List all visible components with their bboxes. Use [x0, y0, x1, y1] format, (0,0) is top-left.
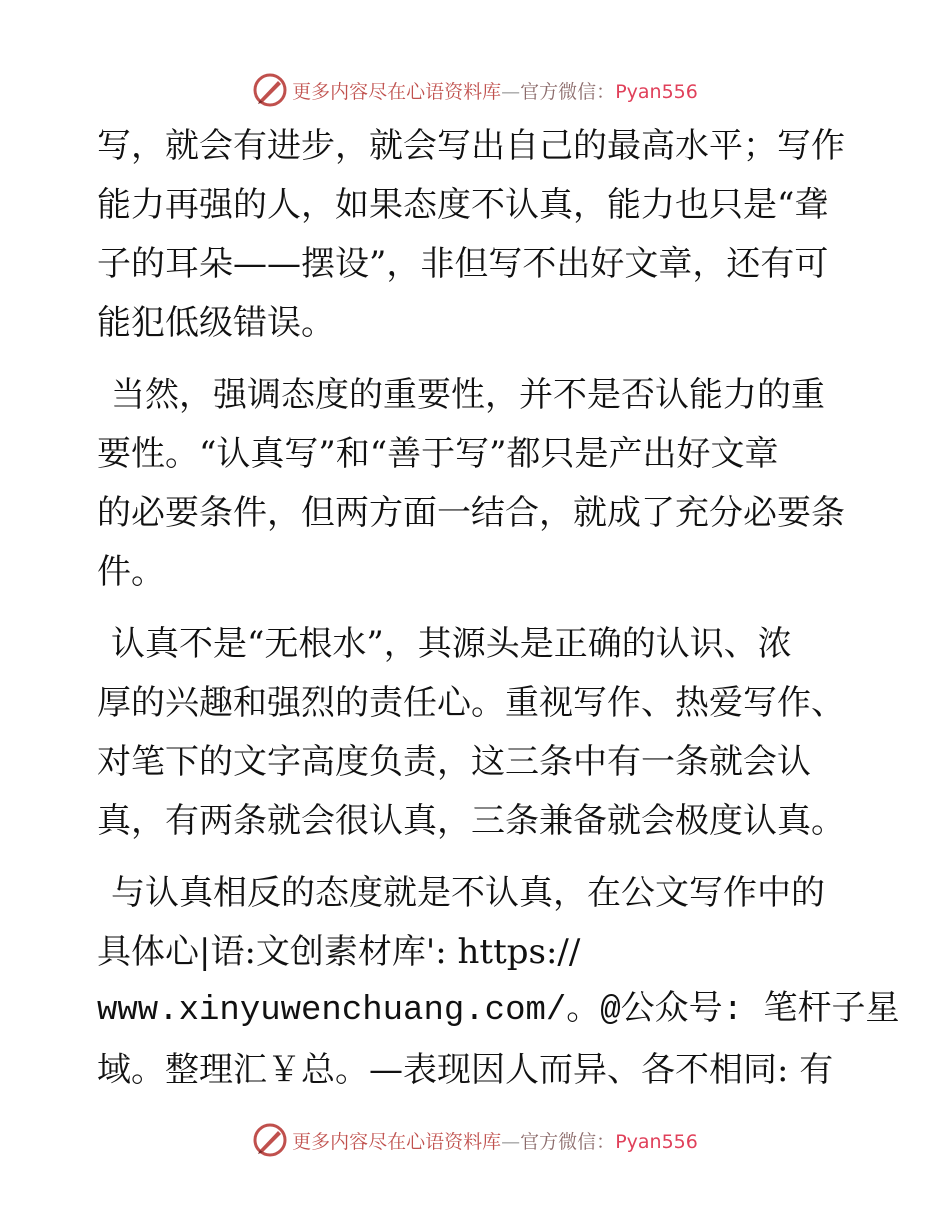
pen-logo-icon — [252, 72, 288, 108]
text-line: www.xinyuwenchuang.com/。@公众号: 笔杆子星 — [97, 992, 900, 1030]
paragraph — [97, 864, 900, 1100]
wechat-label: 官方微信： — [520, 80, 616, 103]
banner-text — [292, 1127, 698, 1154]
text-line: 厚的兴趣和强烈的责任心。重视写作、热爱写作、 — [97, 683, 845, 723]
text-line: 与认真相反的态度就是不认真，在公文写作中的 — [111, 873, 825, 913]
text-line: 要性。“认真写”和“善于写”都只是产出好文章 — [97, 434, 779, 474]
text-line: 能力再强的人，如果态度不认真，能力也只是“聋 — [97, 185, 829, 225]
wechat-label: 官方微信： — [520, 1130, 616, 1153]
text-line: 的必要条件，但两方面一结合，就成了充分必要条 — [97, 493, 845, 533]
banner-text — [292, 77, 698, 104]
banner-separator: — — [501, 80, 521, 103]
header-banner — [0, 70, 950, 110]
text-line: 域。整理汇￥总。—表现因人而异、各不相同: 有 — [97, 1050, 834, 1090]
text-line: 对笔下的文字高度负责，这三条中有一条就会认 — [97, 742, 811, 782]
paragraph — [97, 615, 857, 851]
pen-logo-icon — [252, 1122, 288, 1158]
wechat-id: Pyan556 — [615, 80, 698, 103]
text-line: 认真不是“无根水”，其源头是正确的认识、浓 — [111, 624, 792, 664]
paragraph — [97, 366, 857, 602]
site-name: 更多内容尽在心语资料库 — [292, 80, 502, 103]
banner-separator: — — [501, 1130, 521, 1153]
paragraph — [97, 117, 857, 353]
text-line: 能犯低级错误。 — [97, 303, 335, 343]
wechat-id: Pyan556 — [615, 1130, 698, 1153]
text-line: 件。 — [97, 552, 165, 592]
text-line: 子的耳朵——摆设”，非但写不出好文章，还有可 — [97, 244, 829, 284]
text-line: 当然，强调态度的重要性，并不是否认能力的重 — [111, 375, 825, 415]
text-line: 写，就会有进步，就会写出自己的最高水平；写作 — [97, 126, 845, 166]
text-line: 真，有两条就会很认真，三条兼备就会极度认真。 — [97, 801, 845, 841]
document-body — [97, 117, 900, 1100]
text-line: 具体心|语:文创素材库': https:// — [97, 932, 581, 972]
site-name: 更多内容尽在心语资料库 — [292, 1130, 502, 1153]
footer-banner — [0, 1120, 950, 1160]
